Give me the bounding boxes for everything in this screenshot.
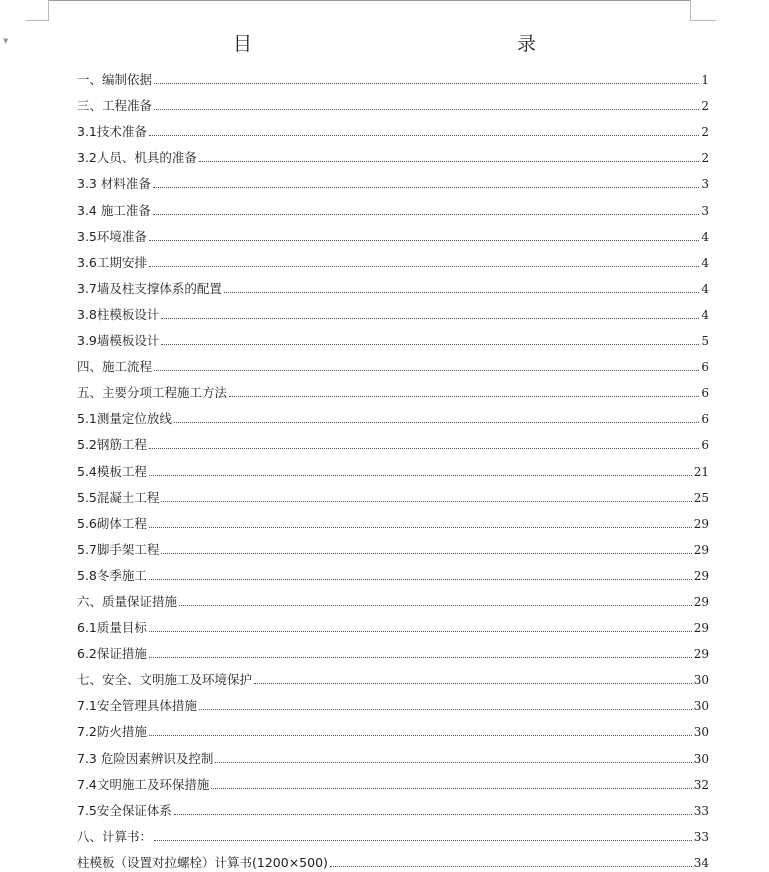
- toc-entry-label: 四、施工流程: [77, 359, 153, 375]
- toc-entry[interactable]: [77, 376, 709, 402]
- toc-entry[interactable]: [77, 428, 709, 454]
- toc-entry[interactable]: [77, 193, 709, 219]
- toc-entry-page-number: 2: [701, 151, 709, 166]
- toc-dot-leader: [179, 604, 692, 606]
- toc-entry-label: 7.5安全保证体系: [77, 802, 172, 818]
- toc-dot-leader: [149, 656, 692, 658]
- toc-entry-page-number: 33: [693, 829, 709, 844]
- toc-dot-leader: [149, 526, 692, 528]
- toc-dot-leader: [153, 186, 700, 188]
- toc-entry-label: 3.1技术准备: [77, 124, 147, 140]
- toc-list: [77, 63, 709, 872]
- toc-entry-page-number: 34: [693, 855, 709, 870]
- toc-entry-label: 7.1安全管理具体措施: [77, 698, 197, 714]
- toc-entry-label: 3.9墙模板设计: [77, 333, 160, 349]
- toc-entry-label: 6.1质量目标: [77, 620, 147, 636]
- toc-dot-leader: [149, 447, 699, 449]
- toc-dot-leader: [154, 839, 692, 841]
- toc-entry[interactable]: [77, 715, 709, 741]
- toc-entry[interactable]: [77, 794, 709, 820]
- toc-dot-leader: [154, 369, 699, 371]
- toc-dot-leader: [174, 813, 692, 815]
- toc-entry-page-number: 25: [693, 490, 709, 505]
- toc-entry-label: 3.7墙及柱支撑体系的配置: [77, 280, 222, 296]
- toc-dot-leader: [154, 108, 699, 110]
- toc-entry-label: 3.5环境准备: [77, 228, 147, 244]
- toc-entry[interactable]: [77, 611, 709, 637]
- toc-entry[interactable]: [77, 141, 709, 167]
- toc-entry-label: 3.6工期安排: [77, 254, 147, 270]
- toc-entry[interactable]: [77, 481, 709, 507]
- toc-entry-page-number: 21: [693, 464, 709, 479]
- toc-entry[interactable]: [77, 454, 709, 480]
- toc-entry[interactable]: [77, 846, 709, 872]
- toc-entry-page-number: 3: [701, 177, 709, 192]
- toc-entry-label: 六、质量保证措施: [77, 593, 178, 609]
- toc-dot-leader: [174, 421, 699, 423]
- toc-dot-leader: [161, 343, 699, 345]
- toc-entry[interactable]: [77, 663, 709, 689]
- toc-entry-page-number: 6: [701, 412, 709, 427]
- toc-entry[interactable]: [77, 272, 709, 298]
- toc-entry-label: 3.2人员、机具的准备: [77, 150, 197, 166]
- toc-dot-leader: [154, 82, 699, 84]
- toc-dot-leader: [199, 708, 692, 710]
- toc-entry[interactable]: [77, 533, 709, 559]
- toc-entry-label: 7.4文明施工及环保措施: [77, 776, 210, 792]
- toc-entry-page-number: 4: [701, 307, 709, 322]
- toc-entry-page-number: 6: [701, 386, 709, 401]
- toc-entry[interactable]: [77, 741, 709, 767]
- toc-entry-label: 八、计算书：: [77, 828, 153, 844]
- toc-entry-page-number: 4: [701, 255, 709, 270]
- toc-dot-leader: [149, 265, 699, 267]
- toc-entry-page-number: 6: [701, 438, 709, 453]
- toc-entry[interactable]: [77, 768, 709, 794]
- toc-entry-page-number: 29: [693, 516, 709, 531]
- toc-entry-label: 五、主要分项工程施工方法: [77, 385, 228, 401]
- toc-entry[interactable]: [77, 350, 709, 376]
- toc-entry-page-number: 3: [701, 203, 709, 218]
- toc-entry[interactable]: [77, 507, 709, 533]
- toc-entry-page-number: 29: [693, 542, 709, 557]
- toc-dot-leader: [149, 734, 692, 736]
- toc-entry-label: 三、工程准备: [77, 98, 153, 114]
- toc-entry-page-number: 29: [693, 647, 709, 662]
- page-top-edge: [48, 0, 690, 1]
- toc-entry[interactable]: [77, 63, 709, 89]
- toc-entry-page-number: 30: [693, 699, 709, 714]
- toc-dot-leader: [215, 761, 691, 763]
- toc-entry[interactable]: [77, 820, 709, 846]
- toc-dot-leader: [153, 213, 700, 215]
- toc-dot-leader: [224, 291, 699, 293]
- toc-entry[interactable]: [77, 89, 709, 115]
- toc-entry-page-number: 2: [701, 125, 709, 140]
- toc-entry-label: 3.4 施工准备: [77, 202, 151, 218]
- toc-entry[interactable]: [77, 402, 709, 428]
- toc-dot-leader: [330, 865, 692, 867]
- toc-dot-leader: [161, 552, 691, 554]
- toc-entry-page-number: 4: [701, 281, 709, 296]
- toc-entry-label: 七、安全、文明施工及环境保护: [77, 672, 253, 688]
- toc-dot-leader: [149, 630, 692, 632]
- crop-mark-top-right: [690, 0, 716, 21]
- toc-dot-leader: [149, 578, 692, 580]
- toc-entry-page-number: 29: [693, 594, 709, 609]
- toc-entry-page-number: 29: [693, 568, 709, 583]
- toc-entry[interactable]: [77, 324, 709, 350]
- toc-entry-label: 5.6砌体工程: [77, 515, 147, 531]
- toc-entry-page-number: 4: [701, 229, 709, 244]
- toc-dot-leader: [149, 474, 692, 476]
- toc-entry-page-number: 6: [701, 360, 709, 375]
- toc-entry-label: 5.2钢筋工程: [77, 437, 147, 453]
- toc-entry-page-number: 2: [701, 99, 709, 114]
- collapse-arrow-icon[interactable]: ▼: [3, 37, 9, 45]
- toc-entry-page-number: 1: [701, 73, 709, 88]
- crop-mark-top-left: [26, 0, 49, 21]
- toc-entry[interactable]: [77, 559, 709, 585]
- toc-entry-page-number: 33: [693, 803, 709, 818]
- toc-entry[interactable]: [77, 637, 709, 663]
- toc-dot-leader: [229, 395, 699, 397]
- toc-entry[interactable]: [77, 115, 709, 141]
- toc-dot-leader: [149, 239, 699, 241]
- toc-entry-page-number: 32: [693, 777, 709, 792]
- toc-entry-page-number: 5: [701, 334, 709, 349]
- toc-entry-page-number: 30: [693, 673, 709, 688]
- toc-dot-leader: [254, 682, 692, 684]
- toc-entry-label: 5.5混凝土工程: [77, 489, 160, 505]
- toc-entry-page-number: 29: [693, 621, 709, 636]
- toc-dot-leader: [149, 134, 699, 136]
- toc-entry-page-number: 30: [693, 725, 709, 740]
- toc-entry-label: 5.7脚手架工程: [77, 541, 160, 557]
- toc-dot-leader: [161, 500, 691, 502]
- toc-entry[interactable]: [77, 585, 709, 611]
- toc-entry-label: 5.4模板工程: [77, 463, 147, 479]
- toc-dot-leader: [161, 317, 699, 319]
- toc-entry-label: 6.2保证措施: [77, 646, 147, 662]
- toc-entry-label: 3.8柱模板设计: [77, 306, 160, 322]
- toc-title: 目 录: [232, 33, 588, 55]
- toc-entry[interactable]: [77, 689, 709, 715]
- toc-entry-page-number: 30: [693, 751, 709, 766]
- toc-dot-leader: [199, 160, 699, 162]
- toc-entry-label: 7.3 危险因素辨识及控制: [77, 750, 214, 766]
- toc-entry-label: 7.2防火措施: [77, 724, 147, 740]
- toc-dot-leader: [211, 787, 691, 789]
- toc-entry-label: 3.3 材料准备: [77, 176, 151, 192]
- toc-entry-label: 一、编制依据: [77, 72, 153, 88]
- toc-entry-label: 5.1测量定位放线: [77, 411, 172, 427]
- toc-entry[interactable]: [77, 298, 709, 324]
- toc-entry-label: 柱模板（设置对拉螺栓）计算书(1200×500): [77, 854, 328, 870]
- toc-entry[interactable]: [77, 246, 709, 272]
- toc-entry-label: 5.8冬季施工: [77, 567, 147, 583]
- toc-entry[interactable]: [77, 220, 709, 246]
- toc-entry[interactable]: [77, 167, 709, 193]
